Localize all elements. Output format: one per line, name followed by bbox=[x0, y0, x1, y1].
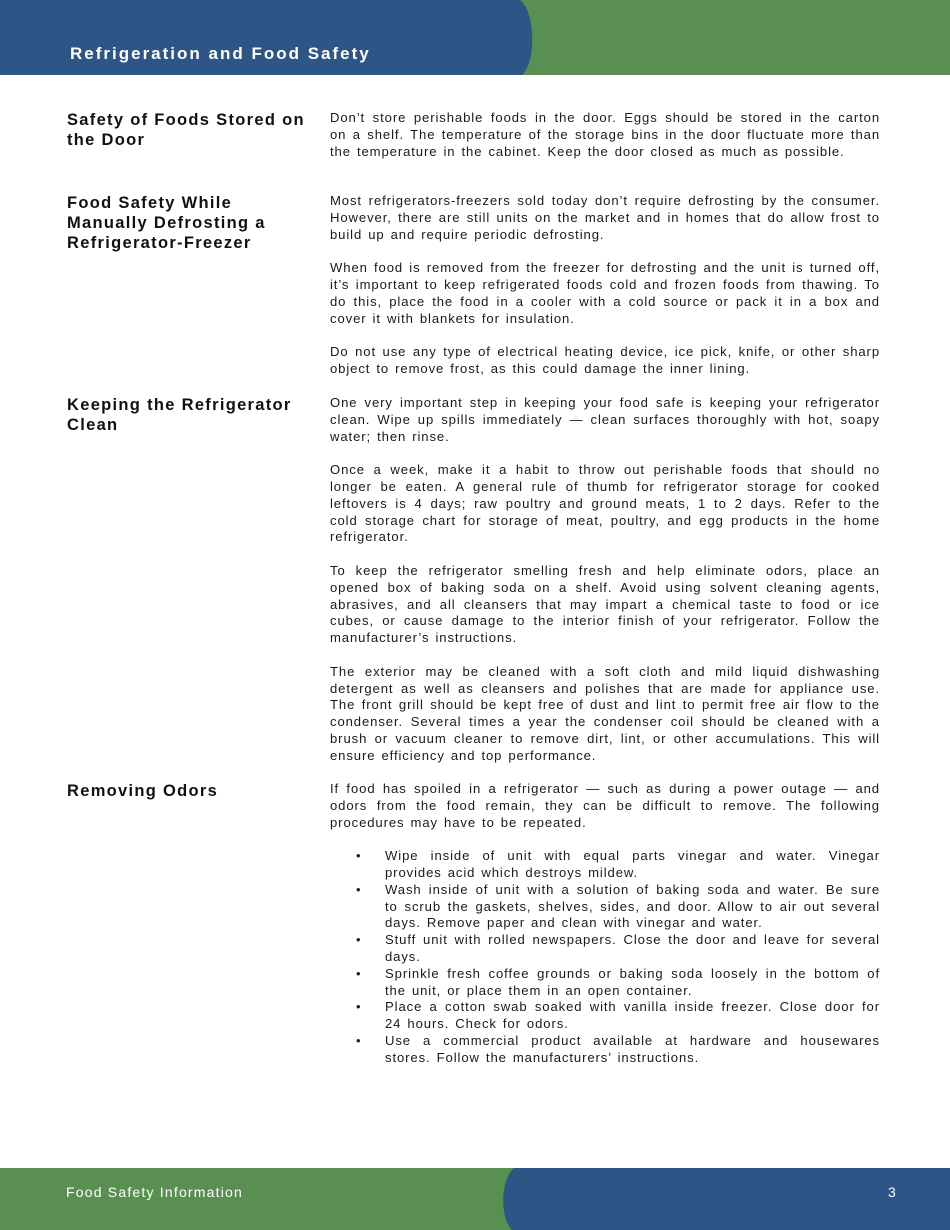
bullet-icon: • bbox=[356, 932, 362, 948]
list-item-text: Stuff unit with rolled newspapers. Close the door and leave for several days. bbox=[385, 932, 880, 964]
section-body bbox=[330, 193, 880, 395]
section-body bbox=[330, 781, 880, 1067]
paragraph: When food is removed from the freezer for defrosting and the unit is turned off, it’s important to keep refrigerated foods cold and frozen foods from thawing. To do this, place the food in a cooler with a cold source or pack it in a box and cover it with blankets for insulation. bbox=[330, 260, 880, 326]
footer-band bbox=[0, 1168, 950, 1230]
list-item bbox=[330, 999, 880, 1033]
paragraph: To keep the refrigerator smelling fresh and help eliminate odors, place an opened box of baking soda on a shelf. Avoid using solvent cleaning agents, abrasives, and all cleansers that may impart a chemical taste to food or ice cubes, or cause damage to the interior finish of your refrigerator. Follow the manufacturer’s instructions. bbox=[330, 562, 880, 646]
list-item bbox=[330, 848, 880, 882]
list-item bbox=[330, 1033, 880, 1067]
bullet-icon: • bbox=[356, 881, 362, 897]
bullet-icon: • bbox=[356, 965, 362, 981]
list-item-text: Place a cotton swab soaked with vanilla inside freezer. Close door for 24 hours. Check for odors. bbox=[385, 999, 880, 1032]
section-body bbox=[330, 110, 880, 177]
list-item-text: Wash inside of unit with a solution of baking soda and water. Be sure to scrub the gaskets, shelves, sides, and door. Allow to air out several days. Remove paper and clean with vinegar and water. bbox=[385, 881, 880, 931]
page-title: Refrigeration and Food Safety bbox=[70, 44, 371, 63]
paragraph: Don’t store perishable foods in the door. Eggs should be stored in the carton on a shelf. The temperature of the storage bins in the door fluctuate more than the temperature in the cabinet. Keep the door closed as much as possible. bbox=[330, 110, 880, 159]
section-heading: Keeping the Refrigerator Clean bbox=[67, 396, 292, 434]
bullet-icon: • bbox=[356, 999, 362, 1015]
list-item-text: Sprinkle fresh coffee grounds or baking soda loosely in the bottom of the unit, or place them in an open container. bbox=[385, 965, 880, 998]
odor-procedures-list bbox=[330, 848, 880, 1066]
page-number: 3 bbox=[888, 1184, 896, 1200]
paragraph: If food has spoiled in a refrigerator — such as during a power outage — and odors from the food remain, they can be difficult to remove. The following procedures may have to be repeated. bbox=[330, 781, 880, 830]
list-item bbox=[330, 932, 880, 966]
paragraph: The exterior may be cleaned with a soft cloth and mild liquid dishwashing detergent as well as cleansers and polishes that are made for appliance use. The front grill should be kept free of dust and lint to permit free air flow to the condenser. Several times a year the condenser coil should be cleaned with a brush or vacuum cleaner to remove dirt, lint, or other accumulations. This will ensure efficiency and top performance. bbox=[330, 663, 880, 763]
section-heading: Removing Odors bbox=[67, 782, 219, 800]
paragraph: Do not use any type of electrical heating device, ice pick, knife, or other sharp object to remove frost, as this could damage the inner lining. bbox=[330, 344, 880, 376]
header-band bbox=[0, 0, 950, 75]
paragraph: Most refrigerators-freezers sold today don’t require defrosting by the consumer. However, there are still units on the market and in homes that do allow frost to build up and require periodic defrosting. bbox=[330, 193, 880, 242]
list-item bbox=[330, 882, 880, 932]
list-item-text: Use a commercial product available at hardware and housewares stores. Follow the manufacturers’ instructions. bbox=[385, 1032, 880, 1065]
paragraph: Once a week, make it a habit to throw out perishable foods that should no longer be eaten. A general rule of thumb for refrigerator storage for cooked leftovers is 4 days; raw poultry and ground meats, 1 to 2 days. Refer to the cold storage chart for storage of meat, poultry, and egg products in the home refrigerator. bbox=[330, 462, 880, 545]
paragraph: One very important step in keeping your food safe is keeping your refrigerator clean. Wipe up spills immediately — clean surfaces thoroughly with hot, soapy water; then rinse. bbox=[330, 395, 880, 444]
bullet-icon: • bbox=[356, 848, 362, 864]
footer-label: Food Safety Information bbox=[66, 1184, 244, 1200]
list-item bbox=[330, 966, 880, 1000]
list-item-text: Wipe inside of unit with equal parts vinegar and water. Vinegar provides acid which destroys mildew. bbox=[385, 848, 880, 880]
section-heading: Food Safety While Manually Defrosting a Refrigerator-Freezer bbox=[67, 194, 266, 252]
bullet-icon: • bbox=[356, 1032, 362, 1048]
section-body bbox=[330, 395, 880, 781]
section-heading: Safety of Foods Stored on the Door bbox=[67, 111, 305, 149]
